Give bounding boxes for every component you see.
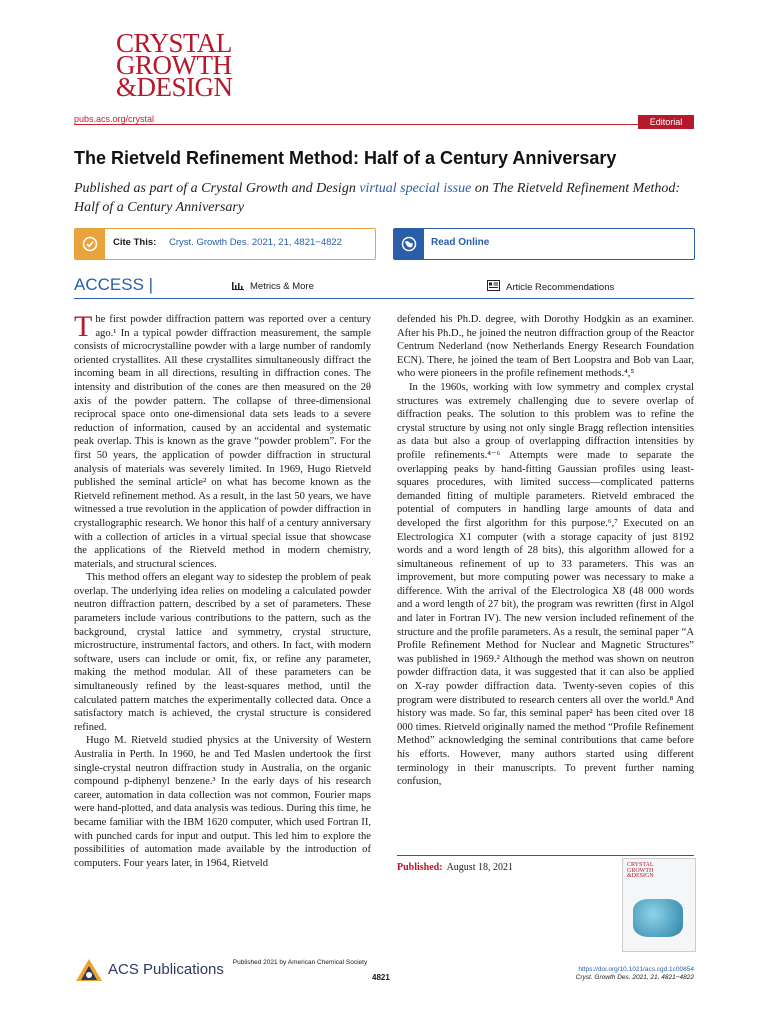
subtitle-text: on The Rietveld Refinement Method: Half of a Century Anniversary: [74, 181, 681, 215]
journal-logo: [116, 28, 241, 102]
recommendations-label: Article Recommendations: [506, 282, 615, 293]
footer-citation: [500, 966, 694, 982]
page-number: 4821: [372, 973, 390, 982]
paragraph: This method offers an elegant way to sidestep the problem of peak overlap. The underlying idea relies on modeling a calculated powder neutron diffraction pattern, described by a set of parameters. These parameters include various contributions to the pattern, such as the background, crystal lattice and symmetry, crystal structure, microstructure, instrumental factors, and others. In fact, with modern software, users can include or omit, fix, or refine any parameter, making the method modular. All of these parameters can be simultaneously refined by the least-squares method, until the calculated pattern matches the experimentally collected data. Once a satisfactory match is achieved, the crystal structure is considered refined.: [74, 572, 371, 733]
body-column-right: [397, 313, 694, 789]
acs-logo-icon: [74, 958, 104, 982]
globe-icon: [394, 229, 424, 259]
access-label: [74, 275, 153, 295]
cite-this-box[interactable]: [74, 228, 376, 260]
drop-cap: T: [74, 310, 93, 343]
access-divider: [74, 298, 694, 299]
cover-title-line: &DESIGN: [627, 873, 654, 880]
bar-chart-icon: [232, 280, 244, 290]
metrics-more-link[interactable]: [232, 280, 314, 292]
article-subtitle: [74, 179, 704, 217]
paragraph: defended his Ph.D. degree, with Dorothy Hodgkin as an examiner. After his Ph.D., he joined the neutron diffraction group of the Reactor Centrum Nederland (now Netherlands Energy Research Foundation ECN). There, he joined the team of Bert Loopstra and Bob van Laar, who were pioneers in the profile refinement methods.⁴,⁵: [397, 314, 694, 380]
cover-title-line: GROWTH: [627, 867, 654, 874]
logo-line: &DESIGN: [116, 72, 233, 102]
paragraph: [74, 310, 371, 571]
paragraph: In the 1960s, working with low symmetry and complex crystal structures was extremely challenging due to severe overlap of diffraction peaks. The solution to this problem was to refine the crystal structure by using not only single Bragg reflection intensities as data but also a group of overlapping diffraction intensities by profile refinements.⁴⁻⁶ Attempts were made to separate the overlapping peaks by hand-fitting Gaussian profiles using least-squares procedures, with limited success—complicated patterns demanded fitting of multiple parameters. Rietveld embraced the potential of computers in handling large amounts of data and developed the first algorithm for this purpose.⁶,⁷ Executed on an Electrologica X1 computer (with a storage capacity of just 8192 words and a word length of 28 bits), this algorithm allowed for a simultaneous refinement of up to 33 parameters. This was an improvement, but more computing power was necessary to make a difference. With the arrival of the Electrologica X8 (48 000 words and a word length of 27 bit), the program was rewritten (first in Algol and later in Fortran IV). The new version included refinement of the structure and the profile parameters. As a result, the seminal paper “A Profile Refinement Method for Nuclear and Magnetic Structures” was published in 1969.² Although the method was shown on neutron powder diffraction data, it was suggested that it can also be applied on X-ray powder diffraction data. Twenty-seven copies of this program were distributed to research centers all over the world.⁸ And history was made. So far, this seminal paper² has been cited over 18 000 times. Rietveld originally named the method “Profile Refinement Method” acknowledging the seminal contributions that came before his efforts. However, many authors started using different terminology in their manuscripts. To prevent further naming confusion,: [397, 381, 694, 788]
acs-publications-text: ACS Publications: [108, 961, 224, 978]
article-title: The Rietveld Refinement Method: Half of a Century Anniversary: [74, 148, 617, 168]
journal-url[interactable]: pubs.acs.org/crystal: [74, 114, 155, 124]
paragraph: Hugo M. Rietveld studied physics at the University of Western Australia in Perth. In 1960, he and Ted Maslen undertook the first single-crystal neutron diffraction study in Australia, on the organic compound p-diphenyl benzene.³ In the early days of his research career, automation in data collection was not common, Fourier maps were hand-plotted, and data analysis was tedious. During this time, he became familiar with the IBM 1620 computer, which used Fortran II, with punched cards for input and output. This led him to explore the possibilities of automation made available by the introduction of computers. Four years later, in 1964, Rietveld: [74, 735, 371, 869]
virtual-issue-link[interactable]: virtual special issue: [359, 181, 472, 196]
cite-citation-link[interactable]: Cryst. Growth Des. 2021, 21, 4821−4822: [169, 237, 342, 248]
cite-icon: [75, 229, 105, 259]
body-column-left: [74, 310, 371, 870]
footer-citation-text: Cryst. Growth Des. 2021, 21, 4821−4822: [575, 974, 694, 981]
journal-cover-thumbnail[interactable]: [622, 858, 696, 952]
read-online-label: Read Online: [431, 237, 490, 248]
copyright-notice: Published 2021 by American Chemical Society: [232, 959, 368, 966]
read-online-button[interactable]: [393, 228, 695, 260]
metrics-label: Metrics & More: [250, 281, 314, 292]
published-label: Published:: [397, 862, 443, 873]
published-info: [397, 857, 612, 873]
logo-line: CRYSTAL: [116, 28, 232, 58]
published-date: August 18, 2021: [446, 862, 513, 873]
access-text: ACCESS: [74, 275, 144, 294]
cover-title: [627, 863, 654, 880]
cover-image: [633, 899, 683, 937]
cite-label: Cite This:: [113, 237, 157, 248]
doi-link[interactable]: https://doi.org/10.1021/acs.cgd.1c00854: [578, 966, 694, 973]
header-divider: [74, 124, 694, 125]
article-recommendations-link[interactable]: [487, 280, 614, 293]
published-divider: [397, 855, 694, 856]
section-tag: Editorial: [638, 115, 694, 129]
cover-title-line: CRYSTAL: [627, 862, 654, 868]
article-list-icon: [487, 280, 500, 291]
subtitle-text: Published as part of a Crystal Growth and Design: [74, 181, 360, 196]
paragraph-text: he first powder diffraction pattern was reported over a century ago.¹ In a typical powder diffraction measurement, the sample consists of microcrystalline powder with a large number of randomly oriented crystallites. All these crystallites simultaneously diffract the incoming beam in all directions, resulting in diffraction cones. The intensity and distribution of the cones are then measured on the 2θ axis of the powder pattern. The collapse of three-dimensional reciprocal space onto one-dimensional data sets leads to a severe reduction of information, caused by an accidental and systematic peak overlap. This is known as the grave “powder problem”. For the first 50 years, the application of powder diffraction in structural analysis of materials was severely limited. In 1969, Hugo Rietveld published the seminal article² on what has become known as the Rietveld refinement method. As a result, in the last 50 years, we have witnessed a true revolution in the application of powder diffraction in crystallographic research. We honor this half of a century anniversary with a collection of articles in a virtual special issue that showcase the applications of the Rietveld method in modern chemistry, materials, and structural sciences.: [74, 314, 371, 570]
logo-line: GROWTH: [116, 50, 232, 80]
access-separator: |: [143, 275, 154, 294]
